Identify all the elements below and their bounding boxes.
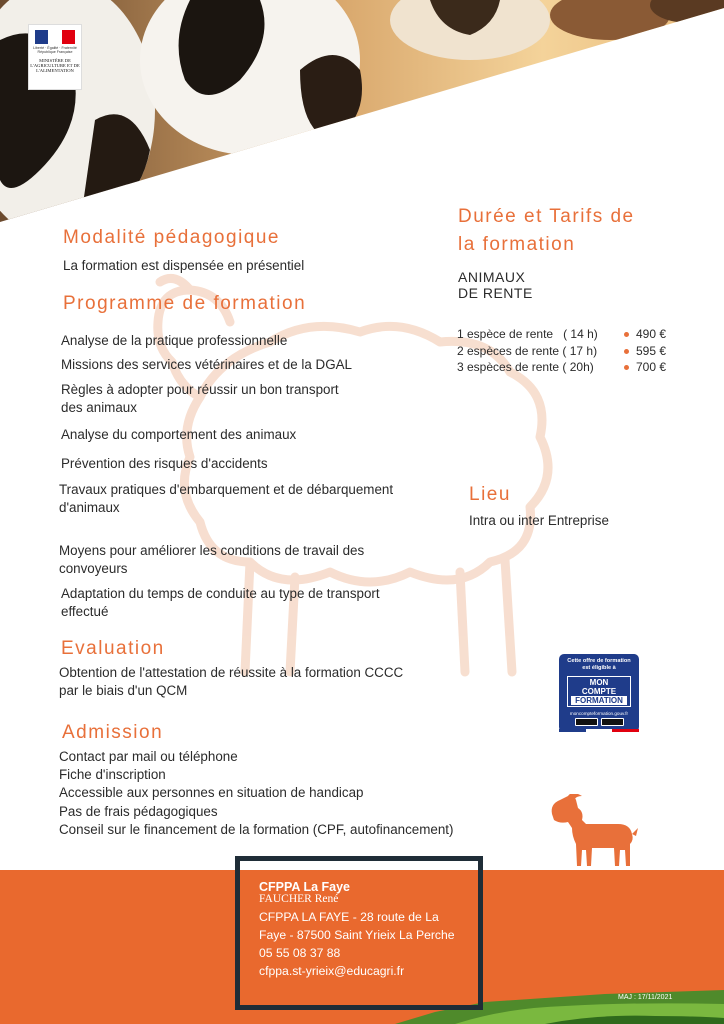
ministry-logo (28, 24, 82, 90)
tarif-row (457, 344, 677, 361)
programme-item: effectué (61, 604, 109, 619)
cpf-wordmark (567, 676, 631, 707)
bullet-dot-icon (624, 332, 629, 337)
footer-person: FAUCHER René (259, 893, 339, 905)
lieu-text: Intra ou inter Entreprise (469, 513, 609, 528)
update-date: MAJ : 17/11/2021 (618, 994, 673, 1001)
programme-item: Adaptation du temps de conduite au type de transport (61, 586, 380, 601)
tarif-price: 700 € (636, 360, 667, 374)
duree-category-line2: DE RENTE (458, 285, 533, 301)
logo-republic: République Française (37, 50, 73, 54)
duree-title-line2: la formation (458, 234, 576, 255)
mon-compte-formation-badge[interactable] (559, 654, 639, 732)
logo-ministry: MINISTÈRE DE L'AGRICULTURE ET DE L'ALIMENTATION (30, 58, 80, 73)
bullet-dot-icon (624, 365, 629, 370)
google-play-icon (575, 718, 598, 726)
tarif-row (457, 360, 677, 377)
modalite-title: Modalité pédagogique (63, 227, 280, 248)
cpf-word-formation: FORMATION (571, 696, 627, 705)
logo-motto: Liberté · Égalité · Fraternité (33, 46, 77, 50)
tarif-price: 595 € (636, 344, 667, 358)
french-flag-icon (35, 30, 75, 44)
hero-cows-photo (0, 0, 724, 225)
admission-item: Accessible aux personnes en situation de handicap (59, 785, 364, 800)
admission-item: Conseil sur le financement de la formation (CPF, autofinancement) (59, 822, 454, 837)
tarif-label: 1 espèce de rente ( 14 h) (457, 327, 598, 341)
programme-title: Programme de formation (63, 293, 307, 314)
footer-address-line1: CFPPA LA FAYE - 28 route de La (259, 910, 439, 924)
programme-item: Règles à adopter pour réussir un bon transport (61, 382, 339, 397)
bullet-dot-icon (624, 349, 629, 354)
lieu-title: Lieu (469, 484, 511, 505)
evaluation-title: Evaluation (61, 638, 165, 659)
programme-item: des animaux (61, 400, 137, 415)
programme-item: convoyeurs (59, 561, 128, 576)
admission-item: Contact par mail ou téléphone (59, 749, 238, 764)
programme-item: d'animaux (59, 500, 120, 515)
footer-org: CFPPA La Faye (259, 880, 350, 894)
evaluation-line: par le biais d'un QCM (59, 683, 188, 698)
goat-icon (546, 794, 641, 870)
footer-address-line2: Faye - 87500 Saint Yrieix La Perche (259, 928, 455, 942)
tarif-label: 3 espèces de rente ( 20h) (457, 360, 594, 374)
app-store-badges (559, 718, 639, 726)
programme-item: Analyse de la pratique professionnelle (61, 333, 288, 348)
cpf-word-mon: MON (589, 678, 609, 687)
programme-item: Travaux pratiques d'embarquement et de débarquement (59, 482, 394, 497)
cpf-eligible-line2: est éligible à (582, 665, 616, 671)
tarif-row (457, 327, 677, 344)
cpf-url: moncompteformation.gouv.fr (569, 711, 629, 716)
programme-item: Moyens pour améliorer les conditions de travail des (59, 543, 365, 558)
app-store-icon (601, 718, 624, 726)
admission-title: Admission (62, 722, 164, 743)
tarif-price: 490 € (636, 327, 667, 341)
duree-title-line1: Durée et Tarifs de (458, 206, 635, 227)
admission-item: Fiche d'inscription (59, 767, 166, 782)
evaluation-line: Obtention de l'attestation de réussite à la formation CCCC (59, 665, 404, 680)
programme-item: Missions des services vétérinaires et de la DGAL (61, 357, 352, 372)
programme-item: Prévention des risques d'accidents (61, 456, 268, 471)
tarif-label: 2 espèces de rente ( 17 h) (457, 344, 598, 358)
flag-stripe (559, 729, 639, 732)
cpf-word-compte: COMPTE (581, 687, 617, 696)
admission-item: Pas de frais pédagogiques (59, 804, 218, 819)
footer-email[interactable]: cfppa.st-yrieix@educagri.fr (259, 964, 405, 978)
programme-item: Analyse du comportement des animaux (61, 427, 297, 442)
footer-phone[interactable]: 05 55 08 37 88 (259, 946, 341, 960)
cpf-eligible-line1: Cette offre de formation (567, 658, 631, 664)
modalite-text: La formation est dispensée en présentiel (63, 258, 305, 273)
duree-category-line1: ANIMAUX (458, 269, 526, 285)
